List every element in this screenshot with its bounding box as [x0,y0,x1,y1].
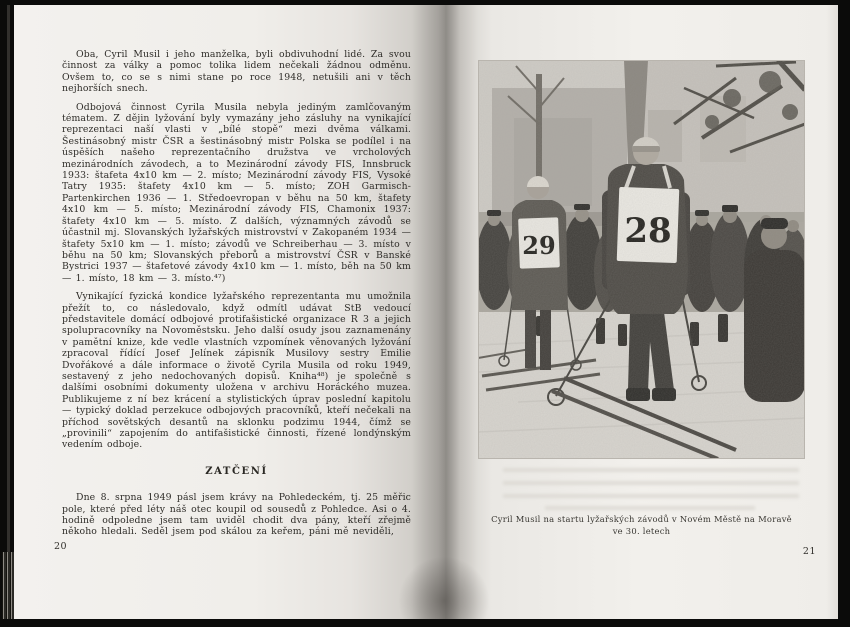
book-cover-edge [7,0,10,560]
scan-border-right [838,0,850,627]
page-stack-edges [2,552,14,619]
paragraph-4: Dne 8. srpna 1949 pásl jsem krávy na Pohledeckém, tj. 25 měřic pole, které před léty náš otec koupil od sousedů z Pohledce. Asi o 4. hodině odpoledne jsem tam uviděl chodit dva pány, kteří zřejmě někoho hledali. Seděl jsem pod skálou za keřem, páni mě neviděli, [62,492,411,538]
paragraph-3: Vynikající fyzická kondice lyžařského reprezentanta mu umožnila přežít to, co následovalo, když odmítl udávat StB vedoucí představitele domácí odbojové protifašistické organizace R 3 a jejich spolupracovníky na Novoměstsku. Jeho další osudy jsou zaznamenány v pamětní knize, kde vedle vlastních vzpomínek věnovaných lyžování zpracoval řídící Josef Jelínek zápisník Musilovy sestry Emilie Dvořákové a dále informace o životě Cyrila Musila od roku 1949, sestavený z jeho nedochovaných dopisů. Kniha⁴⁸) je společně s dalšími osobními dokumenty uložena v archivu Horáckého muzea. Publikujeme z ní bez krácení a stylistických úprav poslední kapitolu — typický doklad perzekuce odbojových pracovníků, kteří nečekali na příchod sovětských desantů na sklonku podzimu 1944, čímž se „provinili“ zapojením do antifašistické činnosti, řízené londýnským vedením odboje. [62,291,411,451]
ski-race-photo [478,60,805,459]
ink-bleed-through [503,494,799,498]
photo-caption-line-2: ve 30. letech [612,526,671,536]
left-page [14,5,445,619]
paragraph-2: Odbojová činnost Cyrila Musila nebyla jediným zamlčovaným tématem. Z dějin lyžování byly vymazány jeho zásluhy na vynikající reprezentaci naší vlasti v „bílé stopě“ mezi dvěma válkami. Šestinásobný mistr ČSR a šestinásobný mistr Polska se podílel i na úspěších našeho reprezentačního družstva ve vrcholových mezinárodních závodech, a to Mezinárodní závody FIS, Innsbruck 1933: štafeta 4x10 km — 2. místo; Mezinárodní závody FIS, Vysoké Tatry 1935: štafety 4x10 km — 5. místo; ZOH Garmisch-Partenkirchen 1936 — 1. Středoevropan v běhu na 50 km, štafety 4x10 km — 5. místo; Mezinárodní závody FIS, Chamonix 1937: štafety 4x10 km — 5. místo. Z dalších, významných závodů se účastnil mj. Slovanských lyžařských mistrovství v Zakopaném 1934 — štafety 5x10 km — 1. místo; závodů ve Schreiberhau — 3. místo v běhu na 50 km; Slovanských přeborů a mistrovství ČSR v Banské Bystrici 1937 — štafetové závody 4x10 km — 1. místo, běh na 50 km — 1. místo, 18 km — 3. místo.⁴⁷) [62,101,411,284]
page-number-right: 21 [802,546,816,557]
right-page [445,5,838,619]
section-heading: ZATČENÍ [205,465,268,477]
ink-bleed-through [503,481,799,485]
scan-border-bottom [0,619,850,627]
scan-border-top [0,0,850,5]
page-number-left: 20 [54,541,68,552]
ink-bleed-through [503,468,799,472]
left-page-text-column [62,49,411,545]
photo-caption [465,513,818,537]
ski-race-photo-svg [478,60,805,459]
paragraph-1: Oba, Cyril Musil i jeho manželka, byli obdivuhodní lidé. Za svou činnost za války a pomoc tolika lidem nečekali žádnou odměnu. Ovšem to, co se s nimi stane po roce 1948, netušili ani v těch nejhorších snech. [62,49,411,95]
photo-caption-line-1: Cyril Musil na startu lyžařských závodů v Novém Městě na Moravě [491,514,792,524]
ink-bleed-through [545,506,755,510]
